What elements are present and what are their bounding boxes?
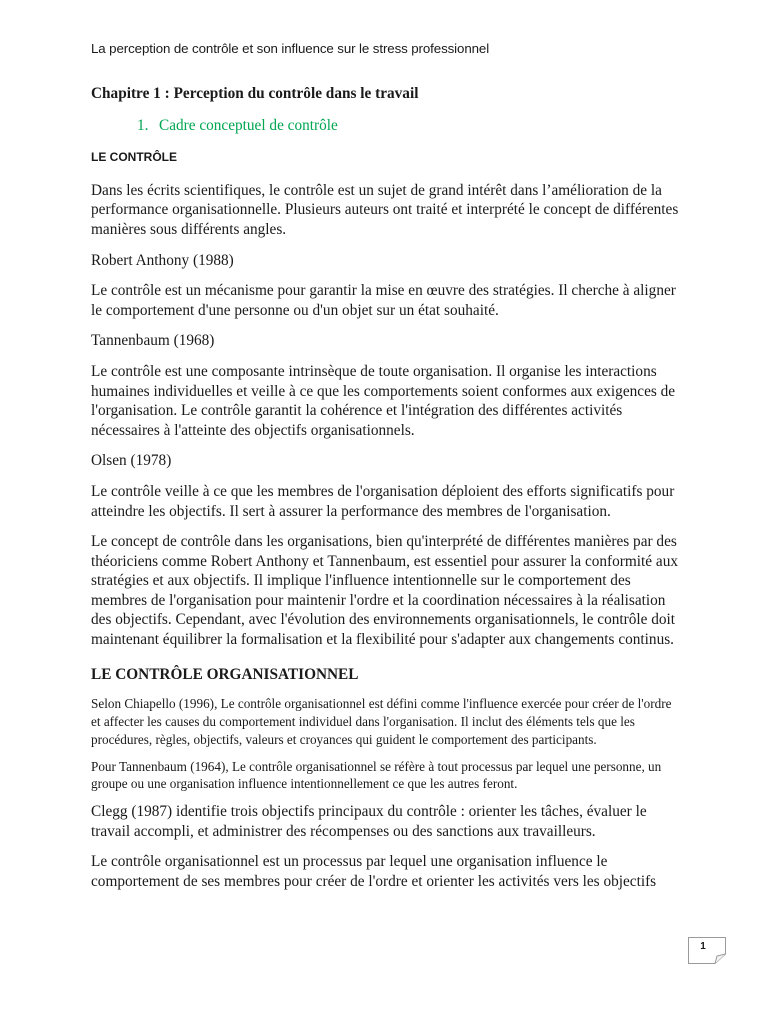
tannenbaum-definition: Le contrôle est une composante intrinsèque de toute organisation. Il organise les interactions humaines individuelles et veille à ce que les comportements soient conformes aux exigences de l'organisation. Le contrôle garantit la cohérence et l'intégration des différentes activités nécessaires à l'atteinte des objectifs organisationnels.	[91, 362, 676, 439]
intro-paragraph: Dans les écrits scientifiques, le contrôle est un sujet de grand intérêt dans l’amélioration de la performance organisationnelle. Plusieurs auteurs ont traité et interprété le concept de différentes manières sous différents angles.	[91, 181, 679, 238]
author-anthony: Robert Anthony (1988)	[91, 251, 234, 269]
page-body	[91, 84, 681, 903]
page-number-box	[688, 937, 724, 962]
olsen-definition: Le contrôle veille à ce que les membres de l'organisation déploient des efforts significatifs pour atteindre les objectifs. Il sert à assurer la performance des membres de l'organisation.	[91, 482, 675, 520]
tannenbaum-1964-paragraph: Pour Tannenbaum (1964), Le contrôle organisationnel se réfère à tout processus par lequel une personne, un groupe ou une organisation influence intentionnellement ce que les autres feront.	[91, 758, 662, 792]
anthony-definition: Le contrôle est un mécanisme pour garantir la mise en œuvre des stratégies. Il cherche à aligner le comportement d'une personne ou d'un objet sur un état souhaité.	[91, 282, 676, 319]
author-olsen: Olsen (1978)	[91, 452, 172, 470]
closing-paragraph: Le contrôle organisationnel est un processus par lequel une organisation influence le comportement de ses membres pour créer de l'ordre et orienter les activités vers les objectifs	[91, 853, 657, 891]
heading-number: 1.	[137, 116, 149, 134]
running-header: La perception de contrôle et son influence sur le stress professionnel	[91, 41, 490, 56]
page-number: 1	[700, 941, 706, 952]
summary-paragraph: Le concept de contrôle dans les organisations, bien qu'interprété de différentes manières par des théoriciens comme Robert Anthony et Tannenbaum, est essentiel pour assurer la conformité aux stratégies et aux objectifs. Il implique l'influence intentionnelle sur le comportement des membres de l'organisation pour maintenir l'ordre et la coordination nécessaires à la réalisation des objectifs. Cependant, avec l'évolution des environnements organisationnels, le contrôle doit maintenant équilibrer la formalisation et la flexibilité pour s'adapter aux changements continus.	[91, 533, 678, 649]
subheading-le-controle: LE CONTRÔLE	[91, 150, 177, 165]
clegg-paragraph: Clegg (1987) identifie trois objectifs principaux du contrôle : orienter les tâches, évaluer le travail accompli, et administrer des récompenses ou des sanctions aux travailleurs.	[91, 803, 647, 840]
author-tannenbaum-1968: Tannenbaum (1968)	[91, 332, 215, 350]
section-title-organisationnel: LE CONTRÔLE ORGANISATIONNEL	[91, 665, 359, 683]
chiapello-paragraph: Selon Chiapello (1996), Le contrôle organisationnel est défini comme l'influence exercée pour créer de l'ordre et affecter les causes du comportement individuel dans l'organisation. Il inclut des éléments tels que les procédures, règles, objectifs, valeurs et croyances qui guident le comportement des participants.	[91, 696, 672, 747]
heading-text: Cadre conceptuel de contrôle	[159, 116, 338, 134]
numbered-heading	[91, 116, 681, 136]
chapter-title: Chapitre 1 : Perception du contrôle dans le travail	[91, 85, 419, 102]
